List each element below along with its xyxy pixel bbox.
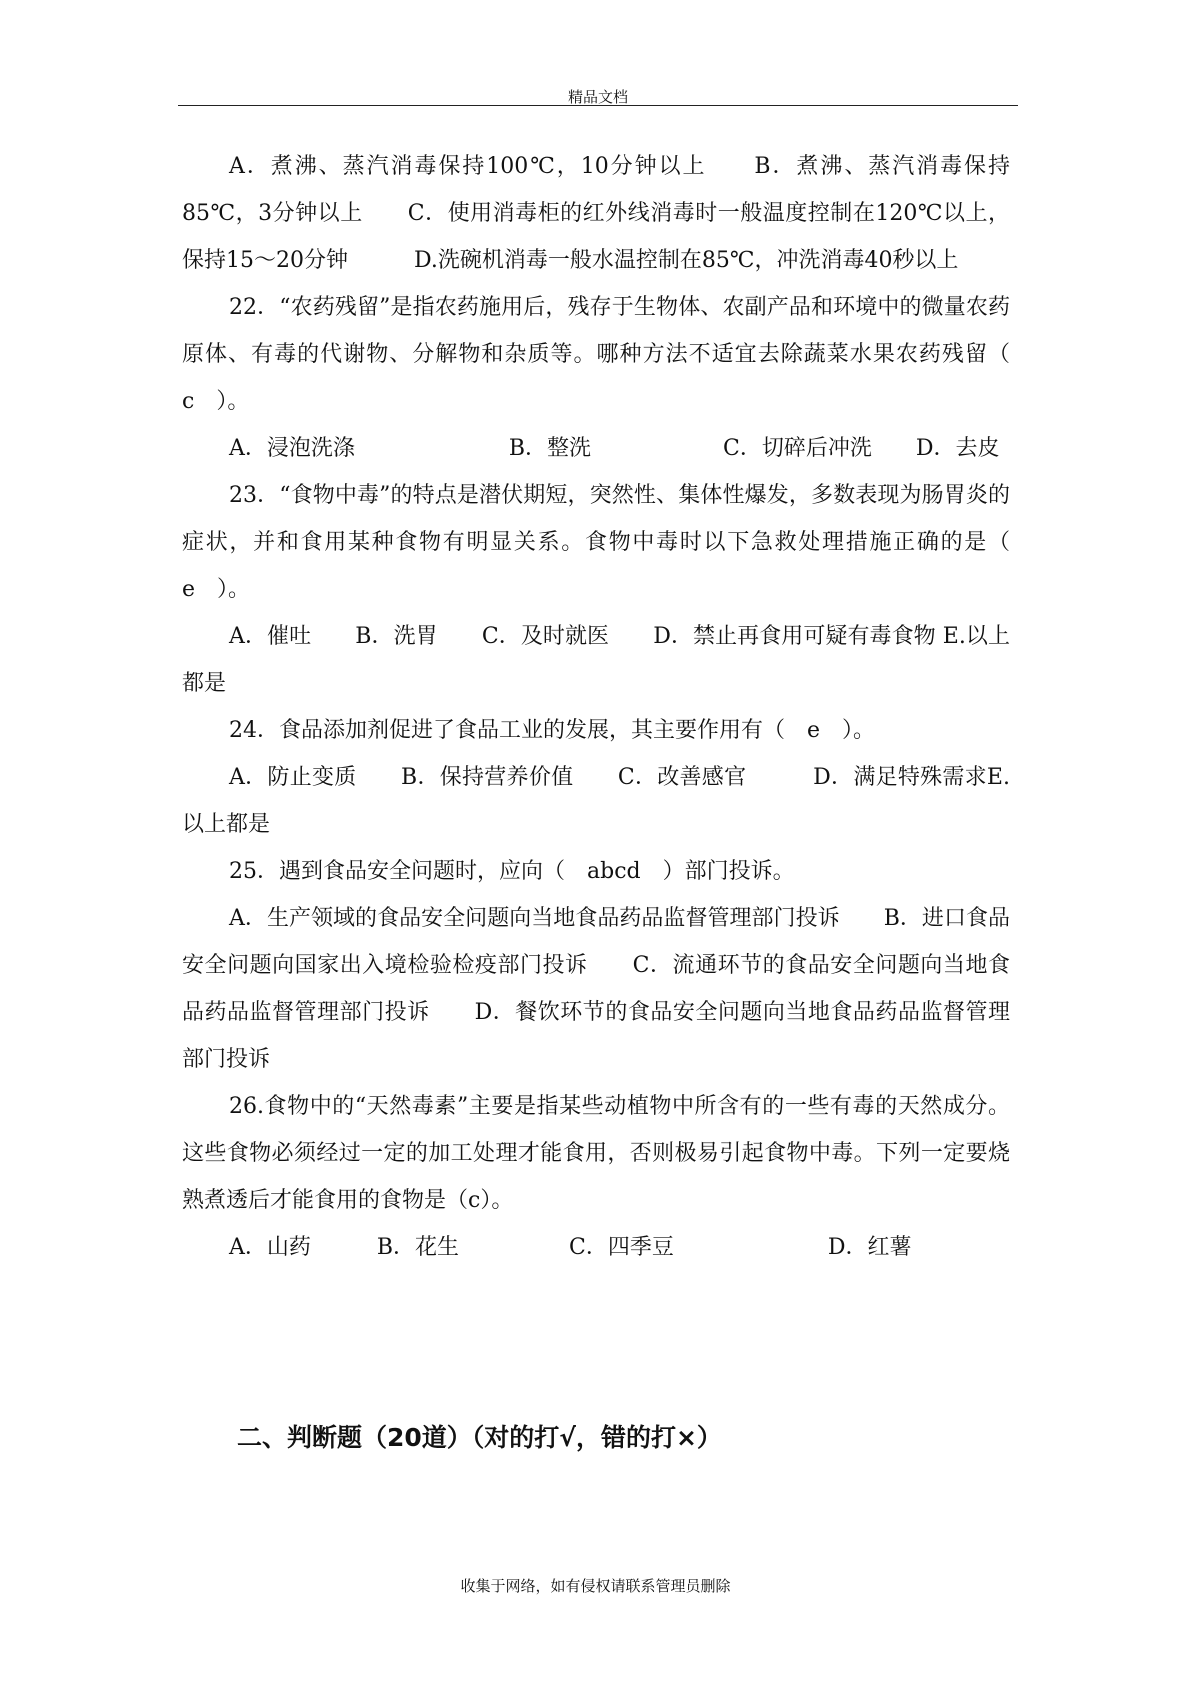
- q23-options: A．催吐 B．洗胃 C．及时就医 D．禁止再食用可疑有毒食物 E.以上都是: [182, 624, 1010, 696]
- header-rule: [178, 105, 1018, 106]
- q24-options: A．防止变质 B．保持营养价值 C．改善感官 D．满足特殊需求E.以上都是: [182, 765, 1010, 837]
- page-footer: 收集于网络，如有侵权请联系管理员删除: [460, 1577, 731, 1595]
- q22-text: 22．“农药残留”是指农药施用后，残存于生物体、农副产品和环境中的微量农药原体、有毒的代谢物、分解物和杂质等。哪种方法不适宜去除蔬菜水果农药残留（ c ）。: [182, 295, 1033, 414]
- q25-options: A．生产领域的食品安全问题向当地食品药品监督管理部门投诉 B．进口食品安全问题向国家出入境检验检疫部门投诉 C．流通环节的食品安全问题向当地食品药品监督管理部门投诉 D．餐饮环节的食品安全问题向当地食品药品监督管理部门投诉: [182, 906, 1010, 1072]
- question-content: [182, 143, 1033, 1271]
- q26-options: A．山药 B．花生 C．四季豆 D．红薯: [229, 1235, 912, 1260]
- q25-text: 25．遇到食品安全问题时，应向（ abcd ）部门投诉。: [229, 859, 795, 884]
- page-header: 精品文档: [567, 88, 628, 106]
- section-heading: 二、判断题（20道）（对的打√，错的打×）: [237, 1423, 722, 1452]
- q26-text: 26.食物中的“天然毒素”主要是指某些动植物中所含有的一些有毒的天然成分。这些食物必须经过一定的加工处理才能食用，否则极易引起食物中毒。下列一定要烧熟煮透后才能食用的食物是（c）。: [182, 1094, 1010, 1213]
- q24-text: 24．食品添加剂促进了食品工业的发展，其主要作用有（ e ）。: [229, 718, 876, 743]
- q22-options: A．浸泡洗涤 B．整洗 C．切碎后冲洗 D．去皮: [229, 436, 1000, 461]
- q23-text: 23．“食物中毒”的特点是潜伏期短，突然性、集体性爆发，多数表现为肠胃炎的症状，并和食用某种食物有明显关系。食物中毒时以下急救处理措施正确的是（ e ）。: [182, 483, 1033, 602]
- q21-options: A．煮沸、蒸汽消毒保持100℃，10分钟以上 B．煮沸、蒸汽消毒保持85℃，3分钟以上 C．使用消毒柜的红外线消毒时一般温度控制在120℃以上，保持15～20分钟 D.洗碗机消毒一般水温控制在85℃，冲洗消毒40秒以上: [182, 154, 1010, 273]
